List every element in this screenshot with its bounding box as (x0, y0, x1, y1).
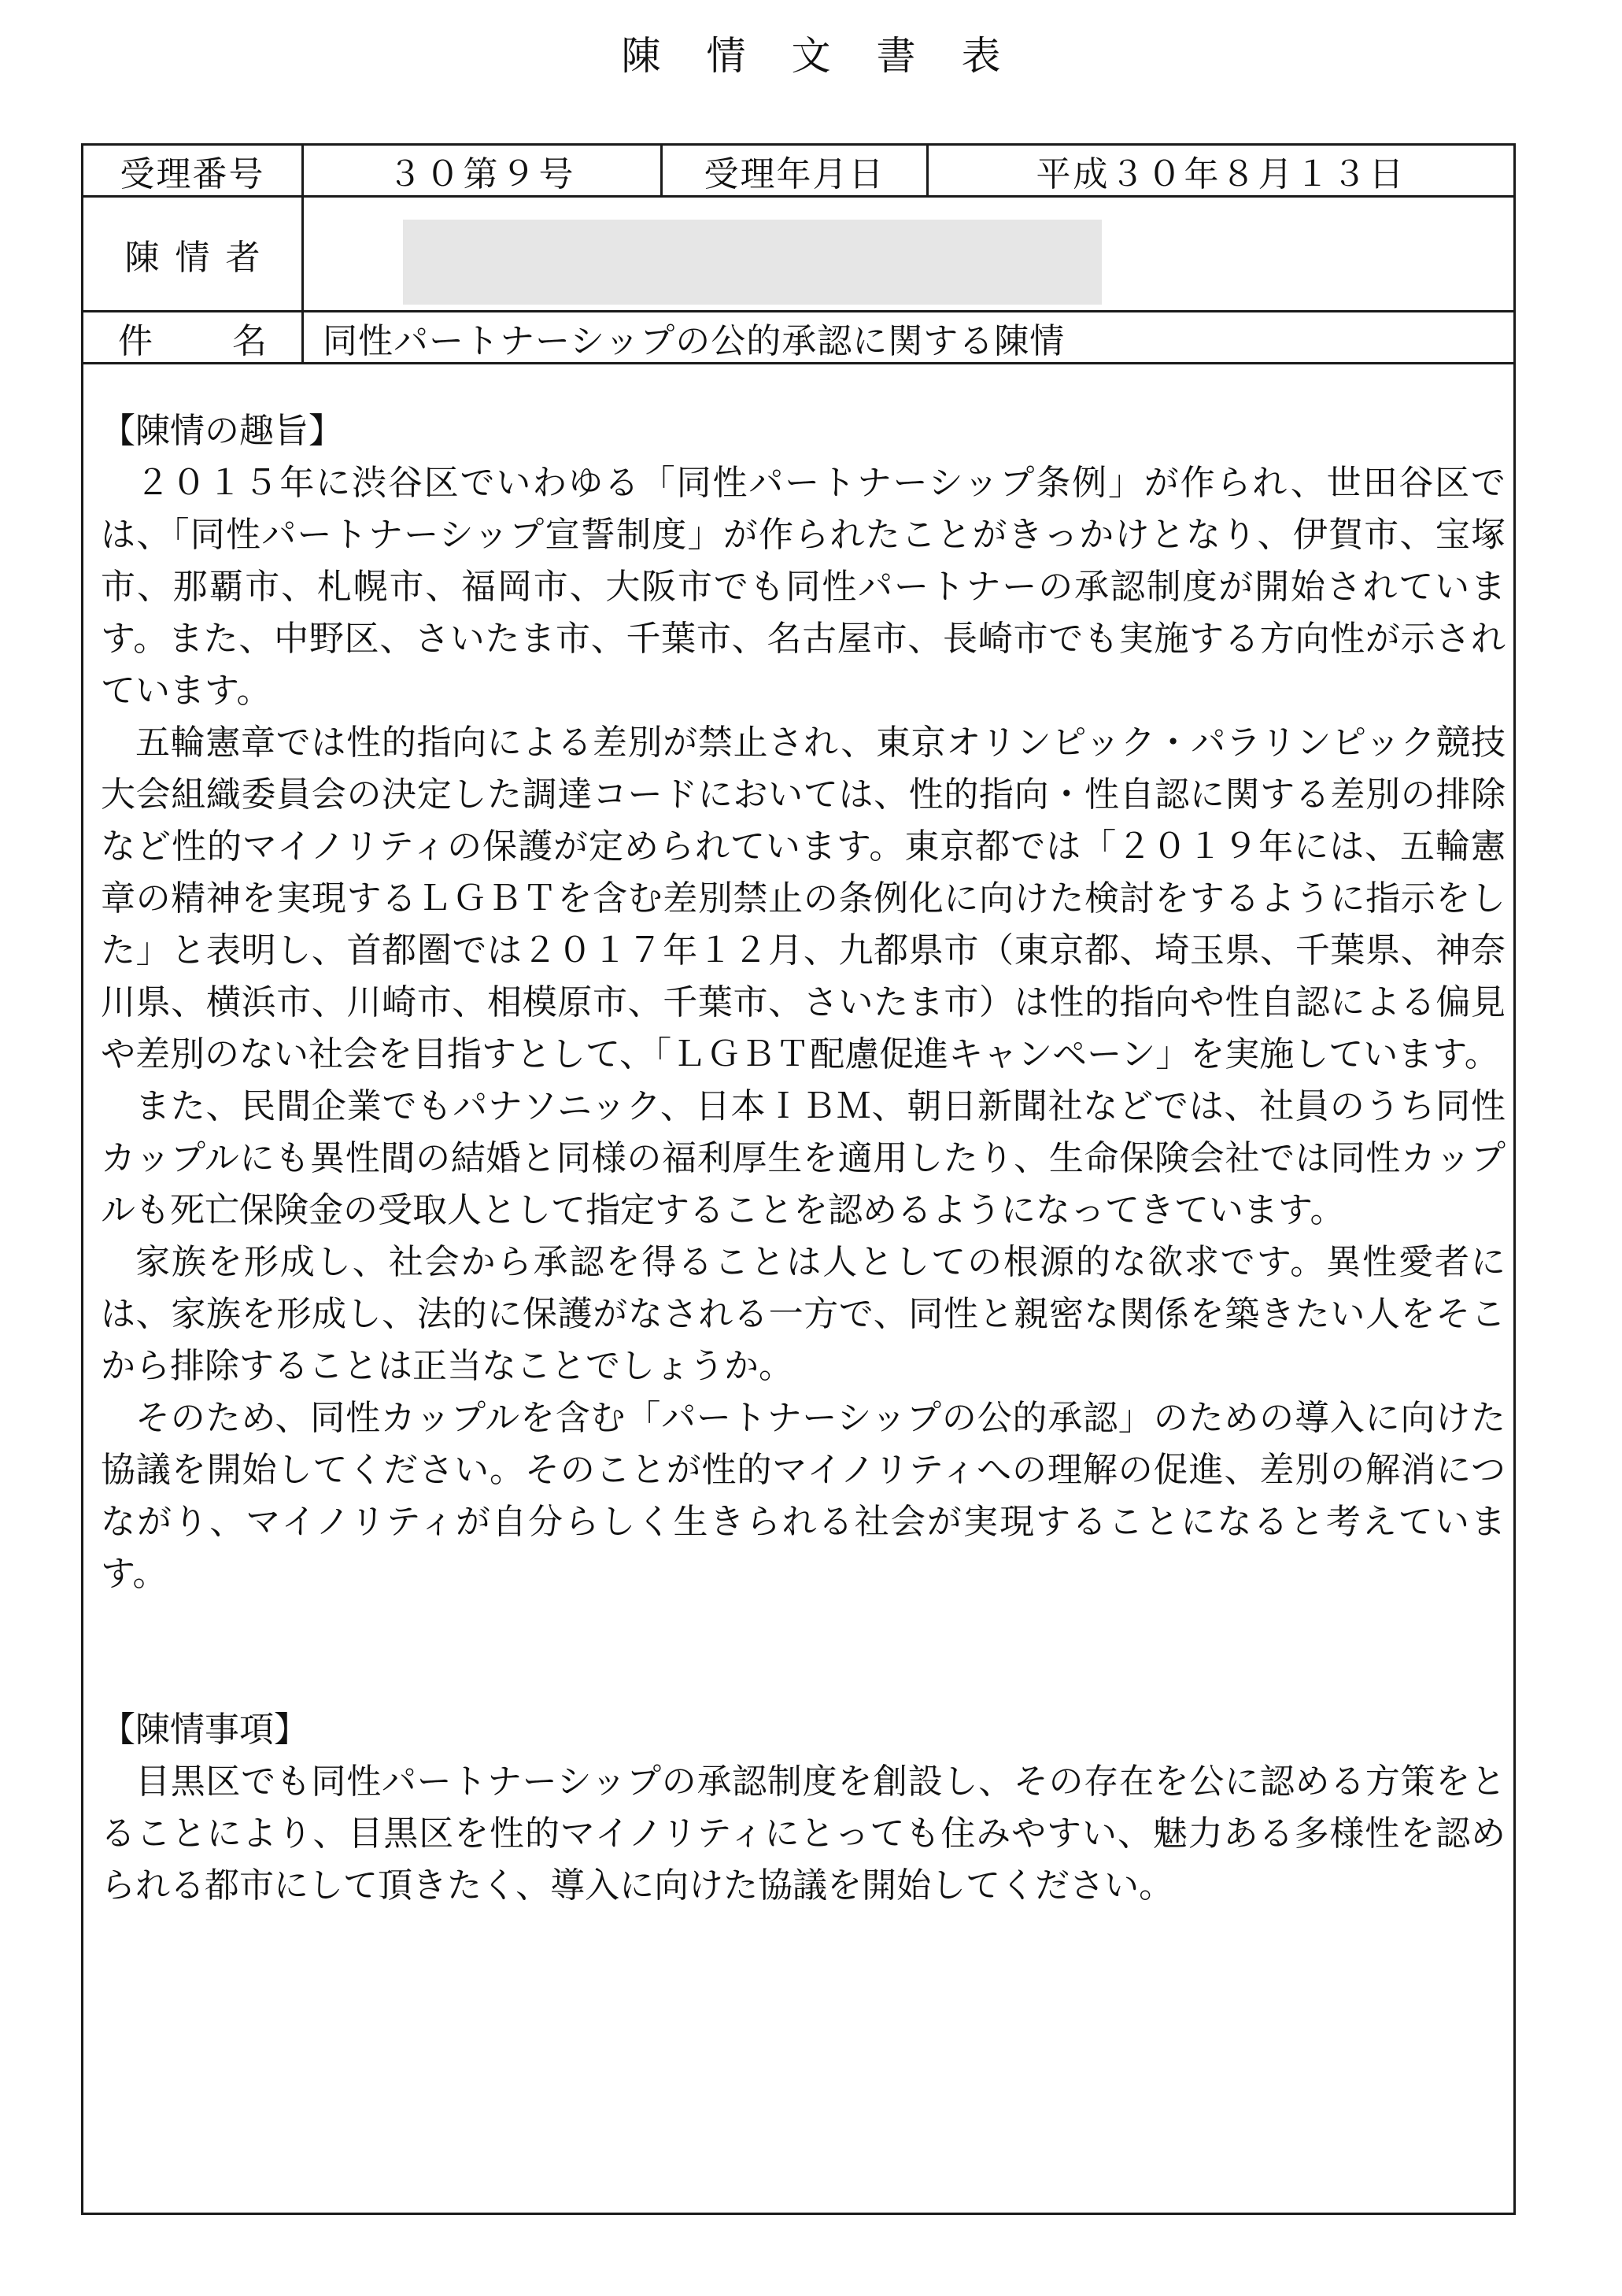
purpose-heading: 【陳情の趣旨】 (101, 411, 343, 451)
subject-row (83, 312, 1513, 364)
petitioner-label: 陳情者 (83, 198, 304, 310)
document-title: 陳情文書表 (621, 33, 1047, 79)
subject-label (83, 312, 304, 362)
receipt-row (83, 146, 1513, 198)
petitioner-field (304, 198, 1513, 310)
subject-text: 同性パートナーシップの公的承認に関する陳情 (323, 320, 1066, 361)
redacted-name-block (403, 220, 1102, 305)
purpose-paragraph-5: そのため、同性カップルを含む「パートナーシップの公的承認」のための導入に向けた協議を開始してください。そのことが性的マイノリティへの理解の促進、差別の解消につながり、マイノリティが自分らしく生きられる社会が実現することになると考えています。 (101, 1398, 1506, 1594)
subject-label-char-2: 名 (232, 320, 267, 361)
items-paragraph-1: 目黒区でも同性パートナーシップの承認制度を創設し、その存在を公に認める方策をとることにより、目黒区を性的マイノリティにとっても住みやすい、魅力ある多様性を認められる都市にして頂きたく、導入に向けた協議を開始してください。 (101, 1762, 1506, 1906)
purpose-paragraph-4: 家族を形成し、社会から承認を得ることは人としての根源的な欲求です。異性愛者には、家族を形成し、法的に保護がなされる一方で、同性と親密な関係を築きたい人をそこから排除することは正当なことでしょうか。 (101, 1242, 1506, 1386)
section-spacer (101, 1600, 1506, 1704)
receipt-date: 平成３０年８月１３日 (1036, 153, 1406, 194)
receipt-date-label: 受理年月日 (663, 146, 929, 195)
items-heading: 【陳情事項】 (101, 1710, 309, 1750)
petition-body (101, 405, 1506, 1912)
subject-label-char-1: 件 (118, 320, 153, 361)
petitioner-row (83, 198, 1513, 312)
receipt-number: ３０第９号 (304, 146, 663, 195)
purpose-paragraph-1: ２０１５年に渋谷区でいわゆる「同性パートナーシップ条例」が作られ、世田谷区では、「同性パートナーシップ宣誓制度」が作られたことがきっかけとなり、伊賀市、宝塚市、那覇市、札幌市、福岡市、大阪市でも同性パートナーの承認制度が開始されています。また、中野区、さいたま市、千葉市、名古屋市、長崎市でも実施する方向性が示されています。 (101, 463, 1506, 711)
purpose-paragraph-3: また、民間企業でもパナソニック、日本ＩＢＭ、朝日新聞社などでは、社員のうち同性カップルにも異性間の結婚と同様の福利厚生を適用したり、生命保険会社では同性カップルも死亡保険金の受取人として指定することを認めるようになってきています。 (101, 1086, 1506, 1230)
petition-form (81, 143, 1516, 2215)
receipt-number-label: 受理番号 (83, 146, 304, 195)
purpose-paragraph-2: 五輪憲章では性的指向による差別が禁止され、東京オリンピック・パラリンピック競技大会組織委員会の決定した調達コードにおいては、性的指向・性自認に関する差別の排除など性的マイノリティの保護が定められています。東京都では「２０１９年には、五輪憲章の精神を実現するＬＧＢＴを含む差別禁止の条例化に向けた検討をするように指示をした」と表明し、首都圏では２０１７年１２月、九都県市（東京都、埼玉県、千葉県、神奈川県、横浜市、川崎市、相模原市、千葉市、さいたま市）は性的指向や性自認による偏見や差別のない社会を目指すとして、「ＬＧＢＴ配慮促進キャンペーン」を実施しています。 (101, 723, 1506, 1074)
